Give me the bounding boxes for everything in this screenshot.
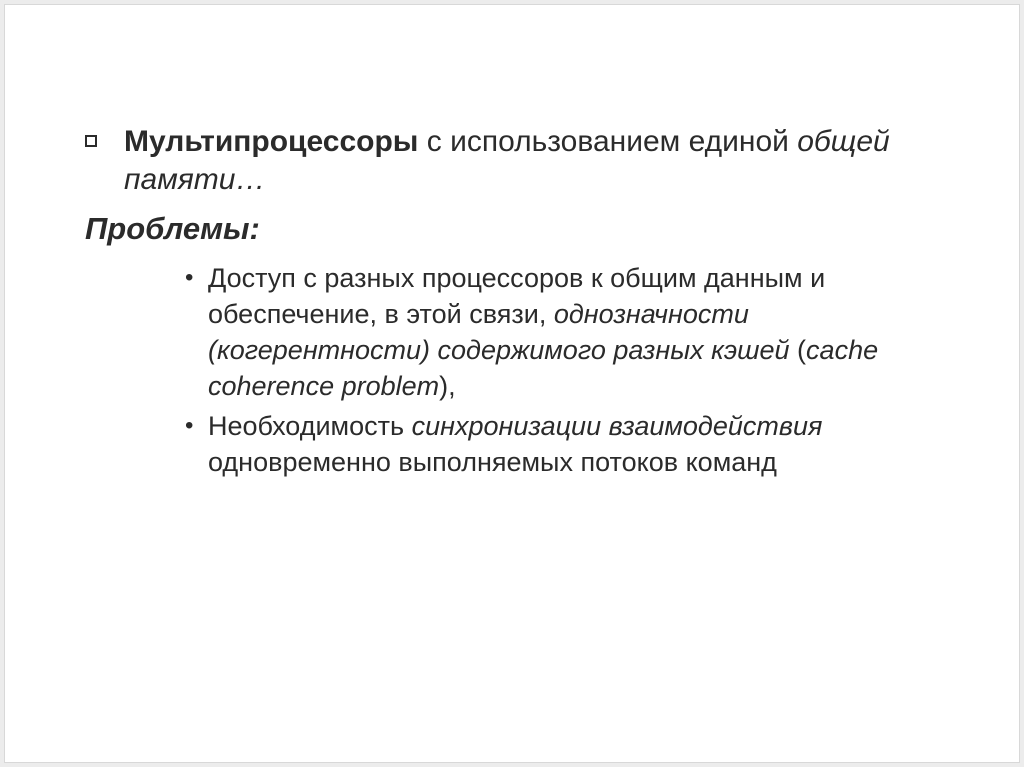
problem-2-italic1: синхронизации взаимодействия [411, 411, 823, 441]
problem-2-part2: одновременно выполняемых потоков команд [208, 447, 777, 477]
problem-1-part1: Доступ с разных процессоров к общим данным и обеспечение, в этой связи, [208, 263, 826, 329]
problems-list [181, 260, 951, 484]
problem-1-italic1: однозначности (когерентности) содержимого разных кэшей [208, 299, 790, 365]
top-bullet-term: Мультипроцессоры [124, 125, 419, 158]
problem-1-part2: ( [789, 335, 807, 365]
problem-1-part3: ), [439, 371, 456, 401]
square-bullet-icon [85, 135, 97, 147]
top-bullet-regular: с использованием единой [418, 125, 798, 158]
bullet-dot-icon: • [185, 412, 194, 439]
list-item [181, 408, 951, 480]
problem-1-italic2: cache coherence problem [208, 335, 879, 401]
problems-heading: Проблемы: [85, 211, 260, 246]
bullet-dot-icon: • [185, 264, 194, 291]
top-bullet-italic: общей памяти… [124, 125, 890, 196]
slide [4, 4, 1020, 763]
list-item [181, 260, 951, 404]
top-bullet-text [81, 123, 981, 199]
problem-2-part1: Необходимость [208, 411, 412, 441]
top-bullet-item [81, 123, 981, 199]
